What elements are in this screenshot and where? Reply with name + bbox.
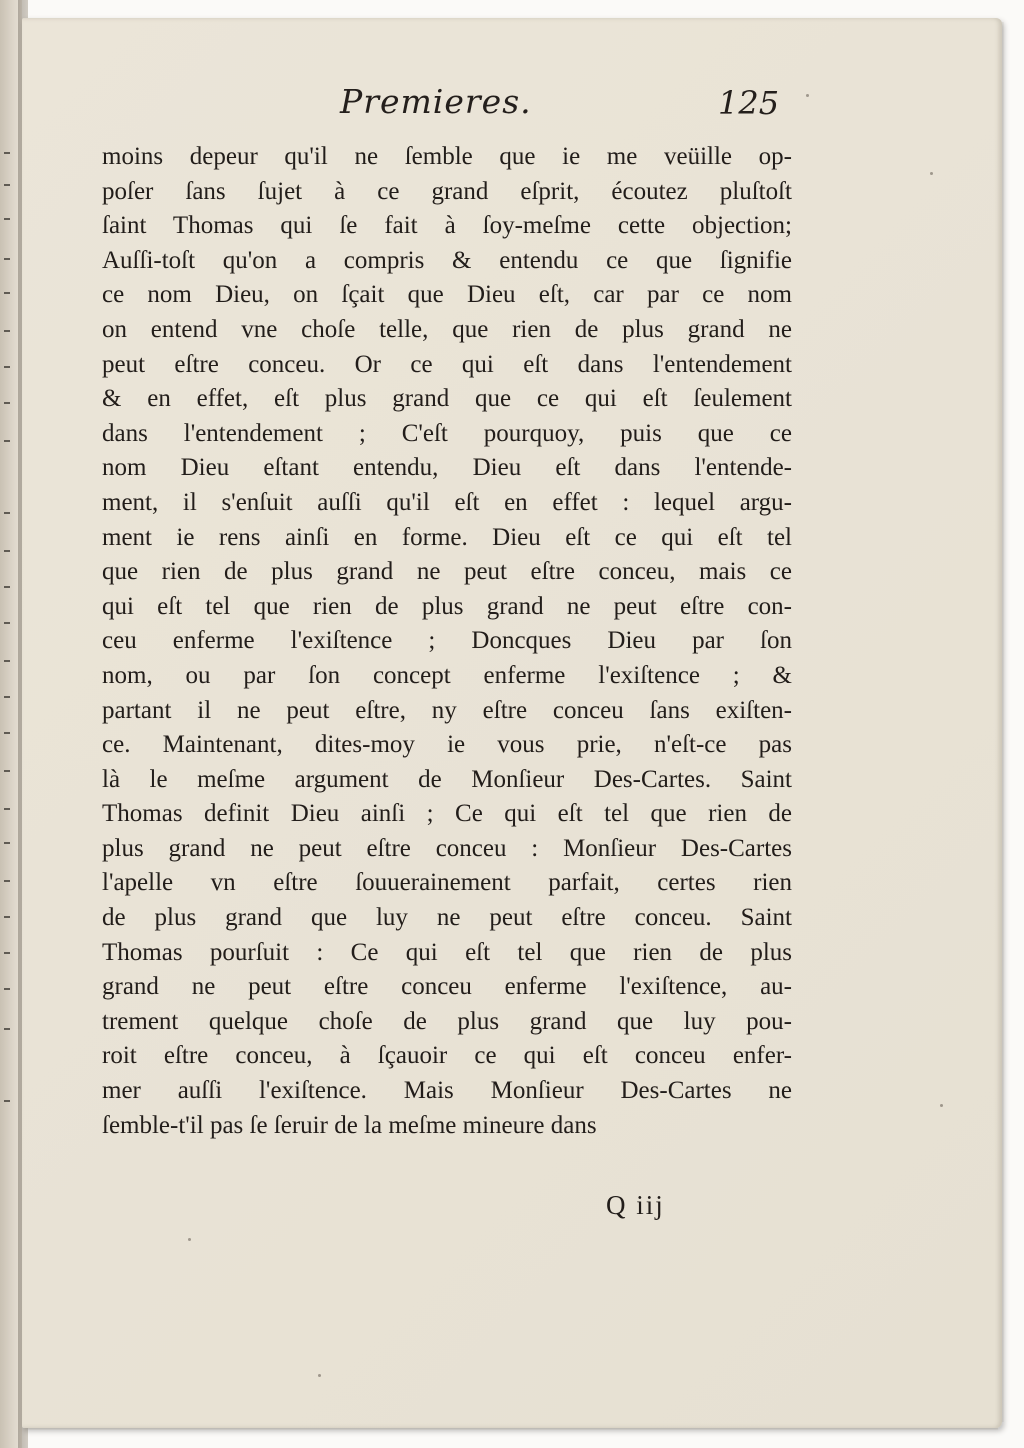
text-line: peut eſtre conceu. Or ce qui eſt dans l'entendement [102,350,792,378]
text-line: grand ne peut eſtre conceu enferme l'exiſtence, au- [102,973,792,1001]
text-line: nom, ou par ſon concept enferme l'exiſtence ; & [102,661,792,689]
text-line: roit eſtre conceu, à ſçauoir ce qui eſt conceu enfer- [102,1042,792,1070]
text-line: moins depeur qu'il ne ſemble que ie me veüille op- [102,143,792,170]
text-line: dans l'entendement ; C'eſt pourquoy, puis que ce [102,419,792,447]
text-line: là le meſme argument de Monſieur Des-Cartes. Saint [102,765,792,793]
text-line: & en effet, eſt plus grand que ce qui eſt ſeulement [102,385,792,413]
paper-speck [940,1104,943,1107]
text-line: de plus grand que luy ne peut eſtre conceu. Saint [102,904,792,932]
body-text [102,140,792,1143]
text-line: plus grand ne peut eſtre conceu : Monſieur Des-Cartes [102,834,792,862]
paper-speck [930,172,933,175]
text-line: mer auſſi l'exiſtence. Mais Monſieur Des-Cartes ne [102,1077,792,1105]
text-line: on entend vne choſe telle, que rien de plus grand ne [102,315,792,343]
text-line: Auſſi-toſt qu'on a compris & entendu ce que ſignifie [102,246,792,274]
running-head: Premieres. [340,82,532,121]
text-line: partant il ne peut eſtre, ny eſtre conceu ſans exiſten- [102,696,792,724]
text-line: ce nom Dieu, on ſçait que Dieu eſt, car par ce nom [102,281,792,309]
text-line: Thomas pourſuit : Ce qui eſt tel que rien de plus [102,938,792,966]
text-line: poſer ſans ſujet à ce grand eſprit, écoutez pluſtoſt [102,177,792,205]
text-line: qui eſt tel que rien de plus grand ne peut eſtre con- [102,592,792,620]
text-line: que rien de plus grand ne peut eſtre conceu, mais ce [102,558,792,586]
text-line: ceu enferme l'exiſtence ; Doncques Dieu par ſon [102,627,792,655]
text-line: ce. Maintenant, dites-moy ie vous prie, n'eſt-ce pas [102,731,792,759]
text-line: ſemble-t'il pas ſe ſeruir de la meſme mineure dans [102,1111,597,1139]
paper-speck [806,94,809,97]
paper-speck [318,1374,321,1377]
text-line: l'apelle vn eſtre ſouuerainement parfait, certes rien [102,869,792,897]
text-line: trement quelque choſe de plus grand que luy pou- [102,1007,792,1035]
text-line: nom Dieu eſtant entendu, Dieu eſt dans l'entende- [102,454,792,482]
facing-page-text-fragments [0,140,16,1220]
text-line: Thomas definit Dieu ainſi ; Ce qui eſt tel que rien de [102,800,792,828]
paper-speck [188,1238,191,1241]
text-line: ſaint Thomas qui ſe fait à ſoy-meſme cette objection; [102,212,792,240]
text-line: ment, il s'enſuit auſſi qu'il eſt en effet : lequel argu- [102,488,792,516]
page-number: 125 [718,84,780,122]
signature-mark: Q iij [606,1190,665,1220]
text-line: ment ie rens ainſi en forme. Dieu eſt ce qui eſt tel [102,523,792,551]
